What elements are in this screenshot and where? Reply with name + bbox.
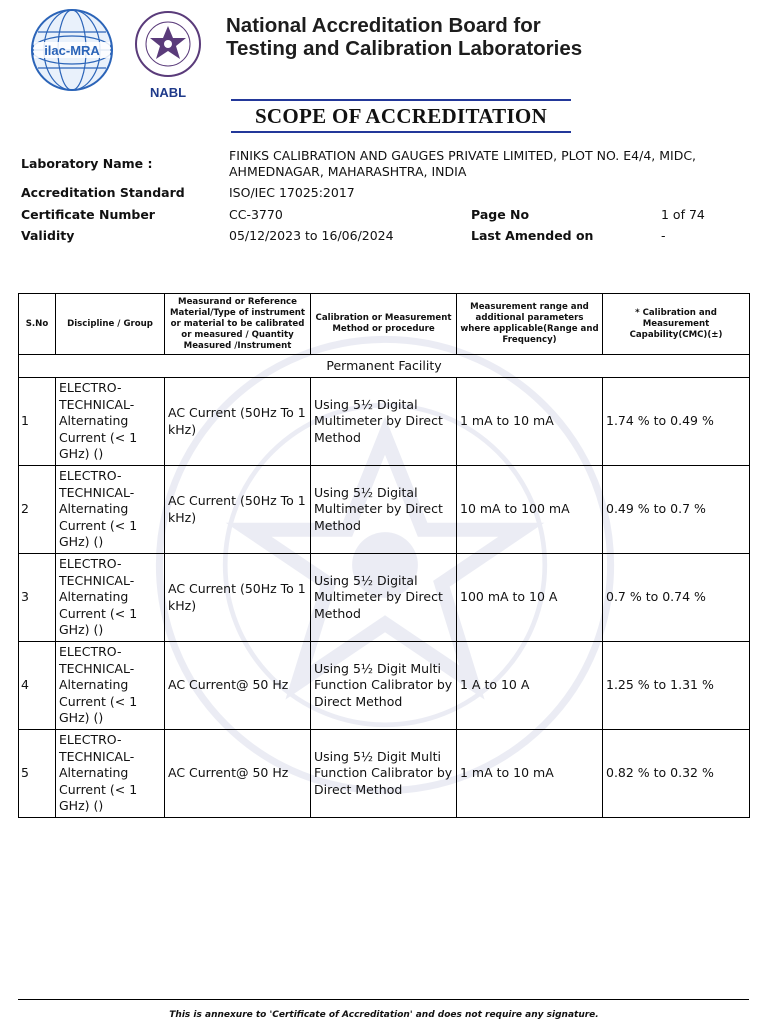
table-row [19,730,750,818]
cell-range: 10 mA to 100 mA [457,466,603,554]
cell-range: 1 A to 10 A [457,642,603,730]
cell-cmc: 1.25 % to 1.31 % [603,642,750,730]
org-title-line1: National Accreditation Board for [226,14,541,37]
page-value: 1 of 74 [661,207,705,222]
cell-measurand: AC Current (50Hz To 1 kHz) [165,378,311,466]
table-row [19,554,750,642]
cell-discipline: ELECTRO-TECHNICAL-Alternating Current (< 1 GHz) () [56,378,165,466]
cell-discipline: ELECTRO-TECHNICAL-Alternating Current (< 1 GHz) () [56,554,165,642]
cell-method: Using 5½ Digit Multi Function Calibrator by Direct Method [311,730,457,818]
cell-measurand: AC Current (50Hz To 1 kHz) [165,466,311,554]
cell-cmc: 1.74 % to 0.49 % [603,378,750,466]
cell-discipline: ELECTRO-TECHNICAL-Alternating Current (< 1 GHz) () [56,466,165,554]
validity-label: Validity [21,228,75,243]
cell-discipline: ELECTRO-TECHNICAL-Alternating Current (< 1 GHz) () [56,730,165,818]
cell-sno: 2 [19,466,56,554]
footer-divider [18,999,749,1000]
cell-method: Using 5½ Digit Multi Function Calibrator by Direct Method [311,642,457,730]
facility-row [19,355,750,378]
scope-title: SCOPE OF ACCREDITATION [231,99,571,133]
nabl-logo [132,10,204,100]
cell-measurand: AC Current@ 50 Hz [165,730,311,818]
nabl-text: NABL [149,85,187,100]
cert-value: CC-3770 [229,207,283,222]
amended-label: Last Amended on [471,228,594,243]
amended-value: - [661,228,666,243]
cell-sno: 5 [19,730,56,818]
cell-discipline: ELECTRO-TECHNICAL-Alternating Current (< 1 GHz) () [56,642,165,730]
cell-method: Using 5½ Digital Multimeter by Direct Method [311,554,457,642]
facility-cell: Permanent Facility [19,355,750,378]
header-method: Calibration or Measurement Method or procedure [311,294,457,355]
cell-method: Using 5½ Digital Multimeter by Direct Method [311,378,457,466]
cell-range: 100 mA to 10 A [457,554,603,642]
org-title [226,14,582,60]
cell-range: 1 mA to 10 mA [457,730,603,818]
table-header-row [19,294,750,355]
cell-sno: 4 [19,642,56,730]
footer-note: This is annexure to 'Certificate of Accreditation' and does not require any signature. [169,1010,599,1020]
cell-sno: 3 [19,554,56,642]
standard-label: Accreditation Standard [21,185,185,200]
header-discipline: Discipline / Group [56,294,165,355]
cell-measurand: AC Current@ 50 Hz [165,642,311,730]
cert-label: Certificate Number [21,207,155,222]
cell-cmc: 0.49 % to 0.7 % [603,466,750,554]
validity-value: 05/12/2023 to 16/06/2024 [229,228,394,243]
cell-measurand: AC Current (50Hz To 1 kHz) [165,554,311,642]
page-label: Page No [471,207,530,222]
cell-method: Using 5½ Digital Multimeter by Direct Method [311,466,457,554]
cell-sno: 1 [19,378,56,466]
header-range: Measurement range and additional parameters where applicable(Range and Frequency) [457,294,603,355]
lab-name-label: Laboratory Name : [21,156,153,171]
standard-value: ISO/IEC 17025:2017 [229,185,355,200]
table-row [19,378,750,466]
cell-range: 1 mA to 10 mA [457,378,603,466]
ilac-mra-logo [30,8,114,92]
table-row [19,466,750,554]
scope-table [18,293,750,818]
header-cmc: * Calibration and Measurement Capability(CMC)(±) [603,294,750,355]
ilac-mra-text: ilac-MRA [44,43,100,58]
cell-cmc: 0.7 % to 0.74 % [603,554,750,642]
org-title-line2: Testing and Calibration Laboratories [226,37,583,60]
header-measurand: Measurand or Reference Material/Type of instrument or material to be calibrated or measured / Quantity Measured /Instrument [165,294,311,355]
lab-name-value [229,148,696,180]
table-row [19,642,750,730]
lab-name-line2: AHMEDNAGAR, MAHARASHTRA, INDIA [229,164,467,179]
lab-name-line1: FINIKS CALIBRATION AND GAUGES PRIVATE LIMITED, PLOT NO. E4/4, MIDC, [229,148,697,163]
cell-cmc: 0.82 % to 0.32 % [603,730,750,818]
header-sno: S.No [19,294,56,355]
